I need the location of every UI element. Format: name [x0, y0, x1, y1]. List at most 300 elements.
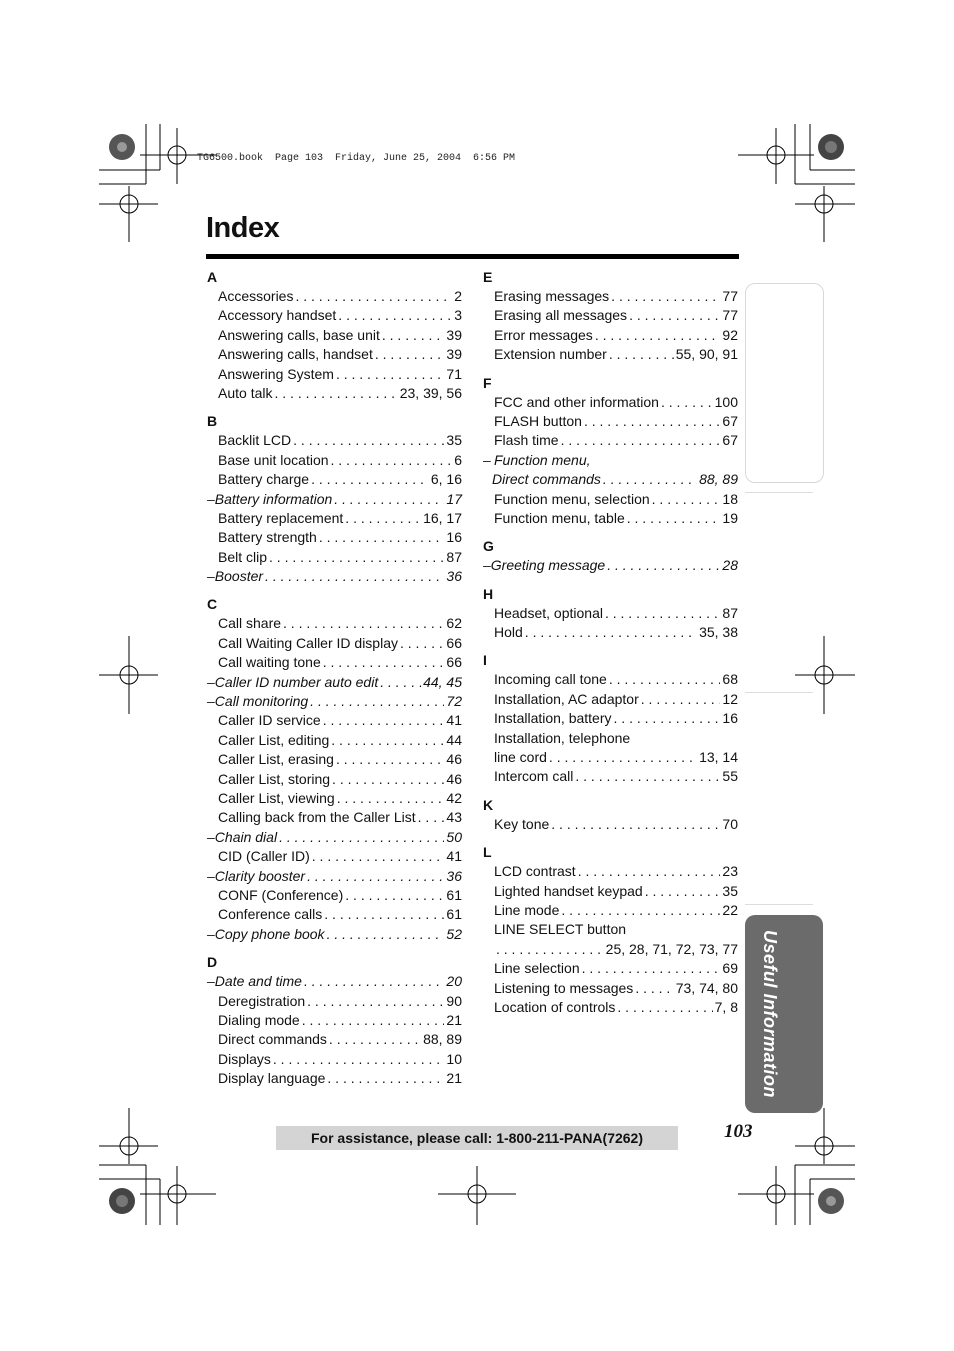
entry-pages: 46	[446, 770, 462, 787]
entry-term: Calling back from the Caller List	[218, 809, 416, 826]
dot-leader	[327, 1069, 444, 1088]
dot-leader	[382, 326, 445, 345]
entry-pages: 55	[722, 768, 738, 785]
entry-term: Copy phone book	[214, 925, 325, 942]
entry-term: CID (Caller ID)	[218, 848, 310, 865]
entry-pages: 2	[454, 288, 462, 304]
index-entry	[207, 789, 462, 808]
new-feature-dash: –	[483, 451, 491, 468]
entry-pages: 88, 89	[699, 471, 738, 488]
dot-leader	[293, 431, 444, 450]
dot-leader	[635, 979, 673, 998]
dot-leader	[274, 384, 397, 403]
entry-pages: 87	[446, 548, 462, 565]
entry-pages: 25, 28, 71, 72, 73, 77	[605, 940, 738, 957]
entry-pages: 52	[446, 925, 462, 942]
index-entry	[207, 509, 462, 528]
dot-leader	[496, 940, 604, 959]
entry-term: Error messages	[494, 326, 593, 343]
entry-pages: 55, 90, 91	[675, 346, 738, 363]
section-letter: G	[483, 538, 494, 555]
index-entry	[207, 867, 462, 886]
dot-leader	[310, 692, 444, 711]
index-entry	[483, 306, 738, 325]
dot-leader	[323, 653, 445, 672]
new-feature-dash: –	[483, 557, 491, 574]
entry-pages: 66	[446, 634, 462, 651]
entry-term: Battery information	[214, 490, 333, 507]
dot-leader	[283, 614, 444, 633]
entry-pages: 70	[722, 815, 738, 832]
index-section-e	[483, 268, 738, 365]
entry-term: Caller List, erasing	[218, 751, 334, 768]
index-entry	[483, 604, 738, 623]
dot-leader	[338, 306, 452, 325]
dot-leader	[345, 886, 444, 905]
entry-term: Belt clip	[218, 548, 268, 565]
entry-term: Function menu,	[494, 451, 591, 468]
entry-term: Intercom call	[494, 768, 574, 785]
new-feature-dash: –	[207, 867, 215, 884]
index-entry	[207, 528, 462, 547]
entry-pages: 13, 14	[699, 749, 738, 766]
section-letter: H	[483, 585, 494, 602]
entry-pages: 100	[714, 393, 738, 410]
entry-term: Battery replacement	[218, 509, 344, 526]
dot-leader	[265, 567, 444, 586]
dot-leader	[331, 451, 453, 470]
entry-term: Key tone	[494, 815, 550, 832]
entry-term: LCD contrast	[494, 863, 576, 880]
entry-term: Base unit location	[218, 451, 329, 468]
entry-term: Direct commands	[218, 1031, 327, 1048]
entry-term: Lighted handset keypad	[494, 882, 643, 899]
index-entry	[483, 998, 738, 1017]
entry-pages: 61	[446, 906, 462, 923]
entry-term: Incoming call tone	[494, 671, 607, 688]
side-tab-placeholder	[745, 283, 824, 483]
index-entry	[207, 905, 462, 924]
index-entry	[207, 1069, 462, 1088]
entry-pages: 46	[446, 751, 462, 768]
index-entry	[207, 287, 462, 306]
entry-term: Accessory handset	[218, 307, 337, 324]
dot-leader	[584, 412, 720, 431]
entry-pages: 39	[446, 326, 462, 343]
index-entry	[207, 567, 462, 586]
entry-pages: 19	[722, 509, 738, 526]
entry-term: Caller List, storing	[218, 770, 331, 787]
entry-term: Auto talk	[218, 384, 273, 401]
dot-leader	[605, 604, 720, 623]
dot-leader	[582, 959, 721, 978]
index-entry	[483, 709, 738, 728]
dot-leader	[302, 1011, 445, 1030]
index-section-h	[483, 585, 738, 643]
entry-term: Line mode	[494, 901, 560, 918]
entry-term: Function menu, table	[494, 509, 625, 526]
print-metadata: TG6500.book Page 103 Friday, June 25, 2004 6:56 PM	[197, 153, 516, 164]
dot-leader	[273, 1050, 445, 1069]
index-section-i	[483, 651, 738, 786]
dot-leader	[603, 470, 697, 489]
entry-pages: 10	[446, 1050, 462, 1067]
index-entry	[207, 750, 462, 769]
index-section-l	[483, 843, 738, 1017]
entry-term: Listening to messages	[494, 979, 634, 996]
dot-leader	[609, 345, 674, 364]
index-entry	[207, 731, 462, 750]
entry-term: Answering calls, handset	[218, 346, 373, 363]
new-feature-dash: –	[207, 973, 215, 990]
index-entry	[207, 808, 462, 827]
index-section-d	[207, 953, 462, 1088]
dot-leader	[549, 748, 697, 767]
dot-leader	[345, 509, 421, 528]
index-entry	[207, 345, 462, 364]
dot-leader	[418, 808, 445, 827]
entry-term: Call Waiting Caller ID display	[218, 634, 398, 651]
entry-pages: 21	[446, 1011, 462, 1028]
entry-pages: 20	[446, 973, 462, 990]
entry-term: Display language	[218, 1070, 326, 1087]
entry-term: CONF (Conference)	[218, 886, 344, 903]
index-entry	[207, 847, 462, 866]
entry-term: Call share	[218, 615, 282, 632]
index-entry	[207, 548, 462, 567]
dot-leader	[551, 815, 720, 834]
dot-leader	[269, 548, 444, 567]
section-letter: K	[483, 796, 494, 813]
entry-pages: 44	[446, 731, 462, 748]
index-entry	[207, 384, 462, 403]
entry-pages: 92	[722, 326, 738, 343]
index-entry	[207, 1050, 462, 1069]
index-section-b	[207, 412, 462, 586]
dot-leader	[629, 306, 720, 325]
index-entry	[483, 393, 738, 412]
entry-pages: 72	[446, 693, 462, 710]
title-rule	[206, 254, 739, 259]
index-entry	[207, 886, 462, 905]
dot-leader	[575, 767, 720, 786]
entry-term: Date and time	[214, 973, 302, 990]
entry-pages: 16, 17	[423, 509, 462, 526]
entry-pages: 66	[446, 654, 462, 671]
dot-leader	[307, 992, 444, 1011]
dot-leader	[332, 770, 444, 789]
entry-term: Erasing messages	[494, 288, 610, 304]
entry-pages: 77	[722, 288, 738, 304]
index-entry	[483, 748, 738, 767]
section-letter: E	[483, 269, 493, 285]
index-entry	[207, 306, 462, 325]
index-section-a	[207, 268, 462, 403]
dot-leader	[561, 901, 720, 920]
index-entry	[483, 729, 738, 748]
side-divider	[745, 692, 813, 693]
side-divider	[745, 492, 813, 493]
entry-term: Flash time	[494, 432, 559, 449]
section-letter: B	[207, 413, 218, 430]
entry-term: Caller List, viewing	[218, 789, 335, 806]
entry-term: FLASH button	[494, 412, 582, 429]
entry-pages: 23	[722, 863, 738, 880]
entry-pages: 67	[722, 412, 738, 429]
index-column-right	[483, 268, 738, 1017]
entry-term: Chain dial	[214, 828, 278, 845]
index-entry	[483, 287, 738, 306]
dot-leader	[329, 1030, 421, 1049]
entry-term: Caller ID service	[218, 712, 321, 729]
dot-leader	[525, 623, 697, 642]
index-entry	[483, 623, 738, 642]
entry-term: Deregistration	[218, 992, 306, 1009]
index-entry	[483, 431, 738, 450]
dot-leader	[324, 905, 444, 924]
dot-leader	[661, 393, 713, 412]
dot-leader	[375, 345, 445, 364]
index-entry	[207, 972, 462, 991]
entry-pages: 88, 89	[423, 1031, 462, 1048]
index-entry	[207, 365, 462, 384]
dot-leader	[595, 326, 721, 345]
index-entry	[483, 862, 738, 881]
entry-term: LINE SELECT button	[494, 921, 627, 938]
entry-pages: 28	[722, 557, 738, 574]
index-entry	[207, 451, 462, 470]
index-entry	[483, 979, 738, 998]
entry-pages: 77	[722, 307, 738, 324]
entry-pages: 16	[722, 710, 738, 727]
entry-pages: 69	[722, 960, 738, 977]
entry-term: Installation, telephone	[494, 729, 631, 746]
index-entry	[207, 925, 462, 944]
entry-term: Greeting message	[490, 557, 606, 574]
index-entry	[483, 412, 738, 431]
dot-leader	[323, 711, 445, 730]
index-column-left	[207, 268, 462, 1088]
dot-leader	[337, 789, 445, 808]
entry-term: Call waiting tone	[218, 654, 321, 671]
entry-pages: 43	[446, 809, 462, 826]
entry-term: Caller List, editing	[218, 731, 330, 748]
entry-pages: 42	[446, 789, 462, 806]
entry-term: Installation, battery	[494, 710, 612, 727]
dot-leader	[609, 670, 721, 689]
entry-pages: 3	[454, 307, 462, 324]
entry-pages: 68	[722, 671, 738, 688]
section-letter: F	[483, 374, 492, 391]
new-feature-dash: –	[207, 693, 215, 710]
dot-leader	[311, 470, 429, 489]
index-entry	[207, 828, 462, 847]
page-title: Index	[206, 212, 280, 244]
entry-pages: 41	[446, 848, 462, 865]
entry-term: Direct commands	[492, 471, 601, 488]
entry-term: Displays	[218, 1050, 271, 1067]
entry-term: Headset, optional	[494, 604, 603, 621]
entry-term: Answering calls, base unit	[218, 326, 380, 343]
entry-pages: 67	[722, 432, 738, 449]
dot-leader	[627, 509, 721, 528]
index-entry	[207, 326, 462, 345]
index-entry	[483, 690, 738, 709]
entry-term: Battery strength	[218, 529, 317, 546]
index-entry	[483, 815, 738, 834]
entry-pages: 62	[446, 615, 462, 632]
new-feature-dash: –	[207, 828, 215, 845]
assistance-footer: For assistance, please call: 1-800-211-PANA(7262)	[310, 1130, 644, 1146]
entry-pages: 35	[446, 432, 462, 449]
dot-leader	[279, 828, 444, 847]
index-entry	[207, 992, 462, 1011]
section-letter: L	[483, 844, 492, 861]
dot-leader	[312, 847, 445, 866]
index-entry	[207, 1030, 462, 1049]
index-entry	[483, 959, 738, 978]
entry-pages: 50	[446, 828, 462, 845]
entry-term: Call monitoring	[214, 693, 309, 710]
dot-leader	[400, 634, 444, 653]
section-letter: C	[207, 596, 218, 613]
section-letter: D	[207, 954, 218, 971]
index-entry	[207, 653, 462, 672]
new-feature-dash: –	[207, 673, 215, 690]
index-entry	[207, 490, 462, 509]
entry-pages: 35	[722, 882, 738, 899]
index-section-f	[483, 374, 738, 529]
new-feature-dash: –	[207, 925, 215, 942]
index-entry	[207, 634, 462, 653]
entry-pages: 21	[446, 1070, 462, 1087]
entry-pages: 6, 16	[430, 471, 462, 488]
dot-leader	[336, 365, 444, 384]
index-entry	[483, 509, 738, 528]
entry-term: Installation, AC adaptor	[494, 690, 639, 707]
new-feature-dash: –	[207, 568, 215, 585]
entry-pages: 23, 39, 56	[399, 384, 462, 401]
entry-term: line cord	[494, 749, 547, 766]
index-entry	[483, 670, 738, 689]
dot-leader	[307, 867, 444, 886]
dot-leader	[319, 528, 445, 547]
entry-pages: 18	[722, 490, 738, 507]
entry-term: FCC and other information	[494, 393, 659, 410]
entry-pages: 71	[446, 365, 462, 382]
dot-leader	[611, 287, 720, 306]
index-entry	[207, 470, 462, 489]
index-entry	[207, 692, 462, 711]
entry-term: Booster	[214, 568, 264, 585]
entry-pages: 12	[722, 690, 738, 707]
entry-term: Battery charge	[218, 471, 310, 488]
entry-pages: 90	[446, 992, 462, 1009]
index-entry	[483, 470, 738, 489]
entry-pages: 6	[454, 451, 462, 468]
index-entry	[483, 490, 738, 509]
index-entry	[483, 556, 738, 575]
dot-leader	[614, 709, 721, 728]
entry-term: Hold	[494, 624, 523, 641]
index-entry	[483, 920, 738, 939]
entry-term: Accessories	[218, 288, 294, 304]
index-entry	[207, 711, 462, 730]
index-entry	[483, 767, 738, 786]
entry-pages: 35, 38	[699, 624, 738, 641]
entry-pages: 44, 45	[423, 673, 462, 690]
entry-pages: 41	[446, 712, 462, 729]
entry-term: Line selection	[494, 960, 580, 977]
entry-pages: 87	[722, 604, 738, 621]
section-tab-label: Useful Information	[760, 930, 780, 1099]
index-entry	[483, 940, 738, 959]
dot-leader	[578, 862, 721, 881]
section-letter: I	[483, 652, 487, 669]
dot-leader	[645, 882, 721, 901]
index-entry	[207, 1011, 462, 1030]
entry-pages: 61	[446, 886, 462, 903]
dot-leader	[327, 925, 445, 944]
dot-leader	[561, 431, 721, 450]
dot-leader	[336, 750, 444, 769]
index-entry	[207, 614, 462, 633]
section-letter: A	[207, 269, 218, 285]
index-entry	[483, 451, 738, 470]
index-entry	[207, 770, 462, 789]
index-entry	[483, 345, 738, 364]
entry-pages: 17	[446, 490, 462, 507]
entry-term: Caller ID number auto edit	[214, 673, 379, 690]
dot-leader	[652, 490, 721, 509]
side-divider	[745, 904, 813, 905]
entry-pages: 39	[446, 346, 462, 363]
entry-term: Conference calls	[218, 906, 323, 923]
entry-term: Dialing mode	[218, 1011, 300, 1028]
entry-term: Location of controls	[494, 998, 616, 1015]
index-section-c	[207, 595, 462, 944]
entry-pages: 73, 74, 80	[675, 979, 738, 996]
dot-leader	[295, 287, 452, 306]
dot-leader	[334, 490, 444, 509]
index-entry	[207, 673, 462, 692]
entry-pages: 22	[722, 901, 738, 918]
entry-term: Erasing all messages	[494, 307, 628, 324]
dot-leader	[641, 690, 721, 709]
entry-term: Function menu, selection	[494, 490, 650, 507]
new-feature-dash: –	[207, 490, 215, 507]
index-section-g	[483, 537, 738, 575]
entry-pages: 36	[446, 867, 462, 884]
dot-leader	[617, 998, 712, 1017]
dot-leader	[304, 972, 444, 991]
index-entry	[483, 882, 738, 901]
entry-term: Answering System	[218, 365, 334, 382]
entry-pages: 7, 8	[714, 998, 738, 1015]
dot-leader	[380, 673, 421, 692]
entry-term: Extension number	[494, 346, 607, 363]
entry-term: Clarity booster	[214, 867, 306, 884]
entry-term: Backlit LCD	[218, 432, 292, 449]
page-number: 103	[724, 1121, 753, 1142]
dot-leader	[331, 731, 444, 750]
index-section-k	[483, 796, 738, 834]
index-entry	[207, 431, 462, 450]
entry-pages: 36	[446, 568, 462, 585]
entry-pages: 16	[446, 529, 462, 546]
index-entry	[483, 901, 738, 920]
dot-leader	[607, 556, 720, 575]
